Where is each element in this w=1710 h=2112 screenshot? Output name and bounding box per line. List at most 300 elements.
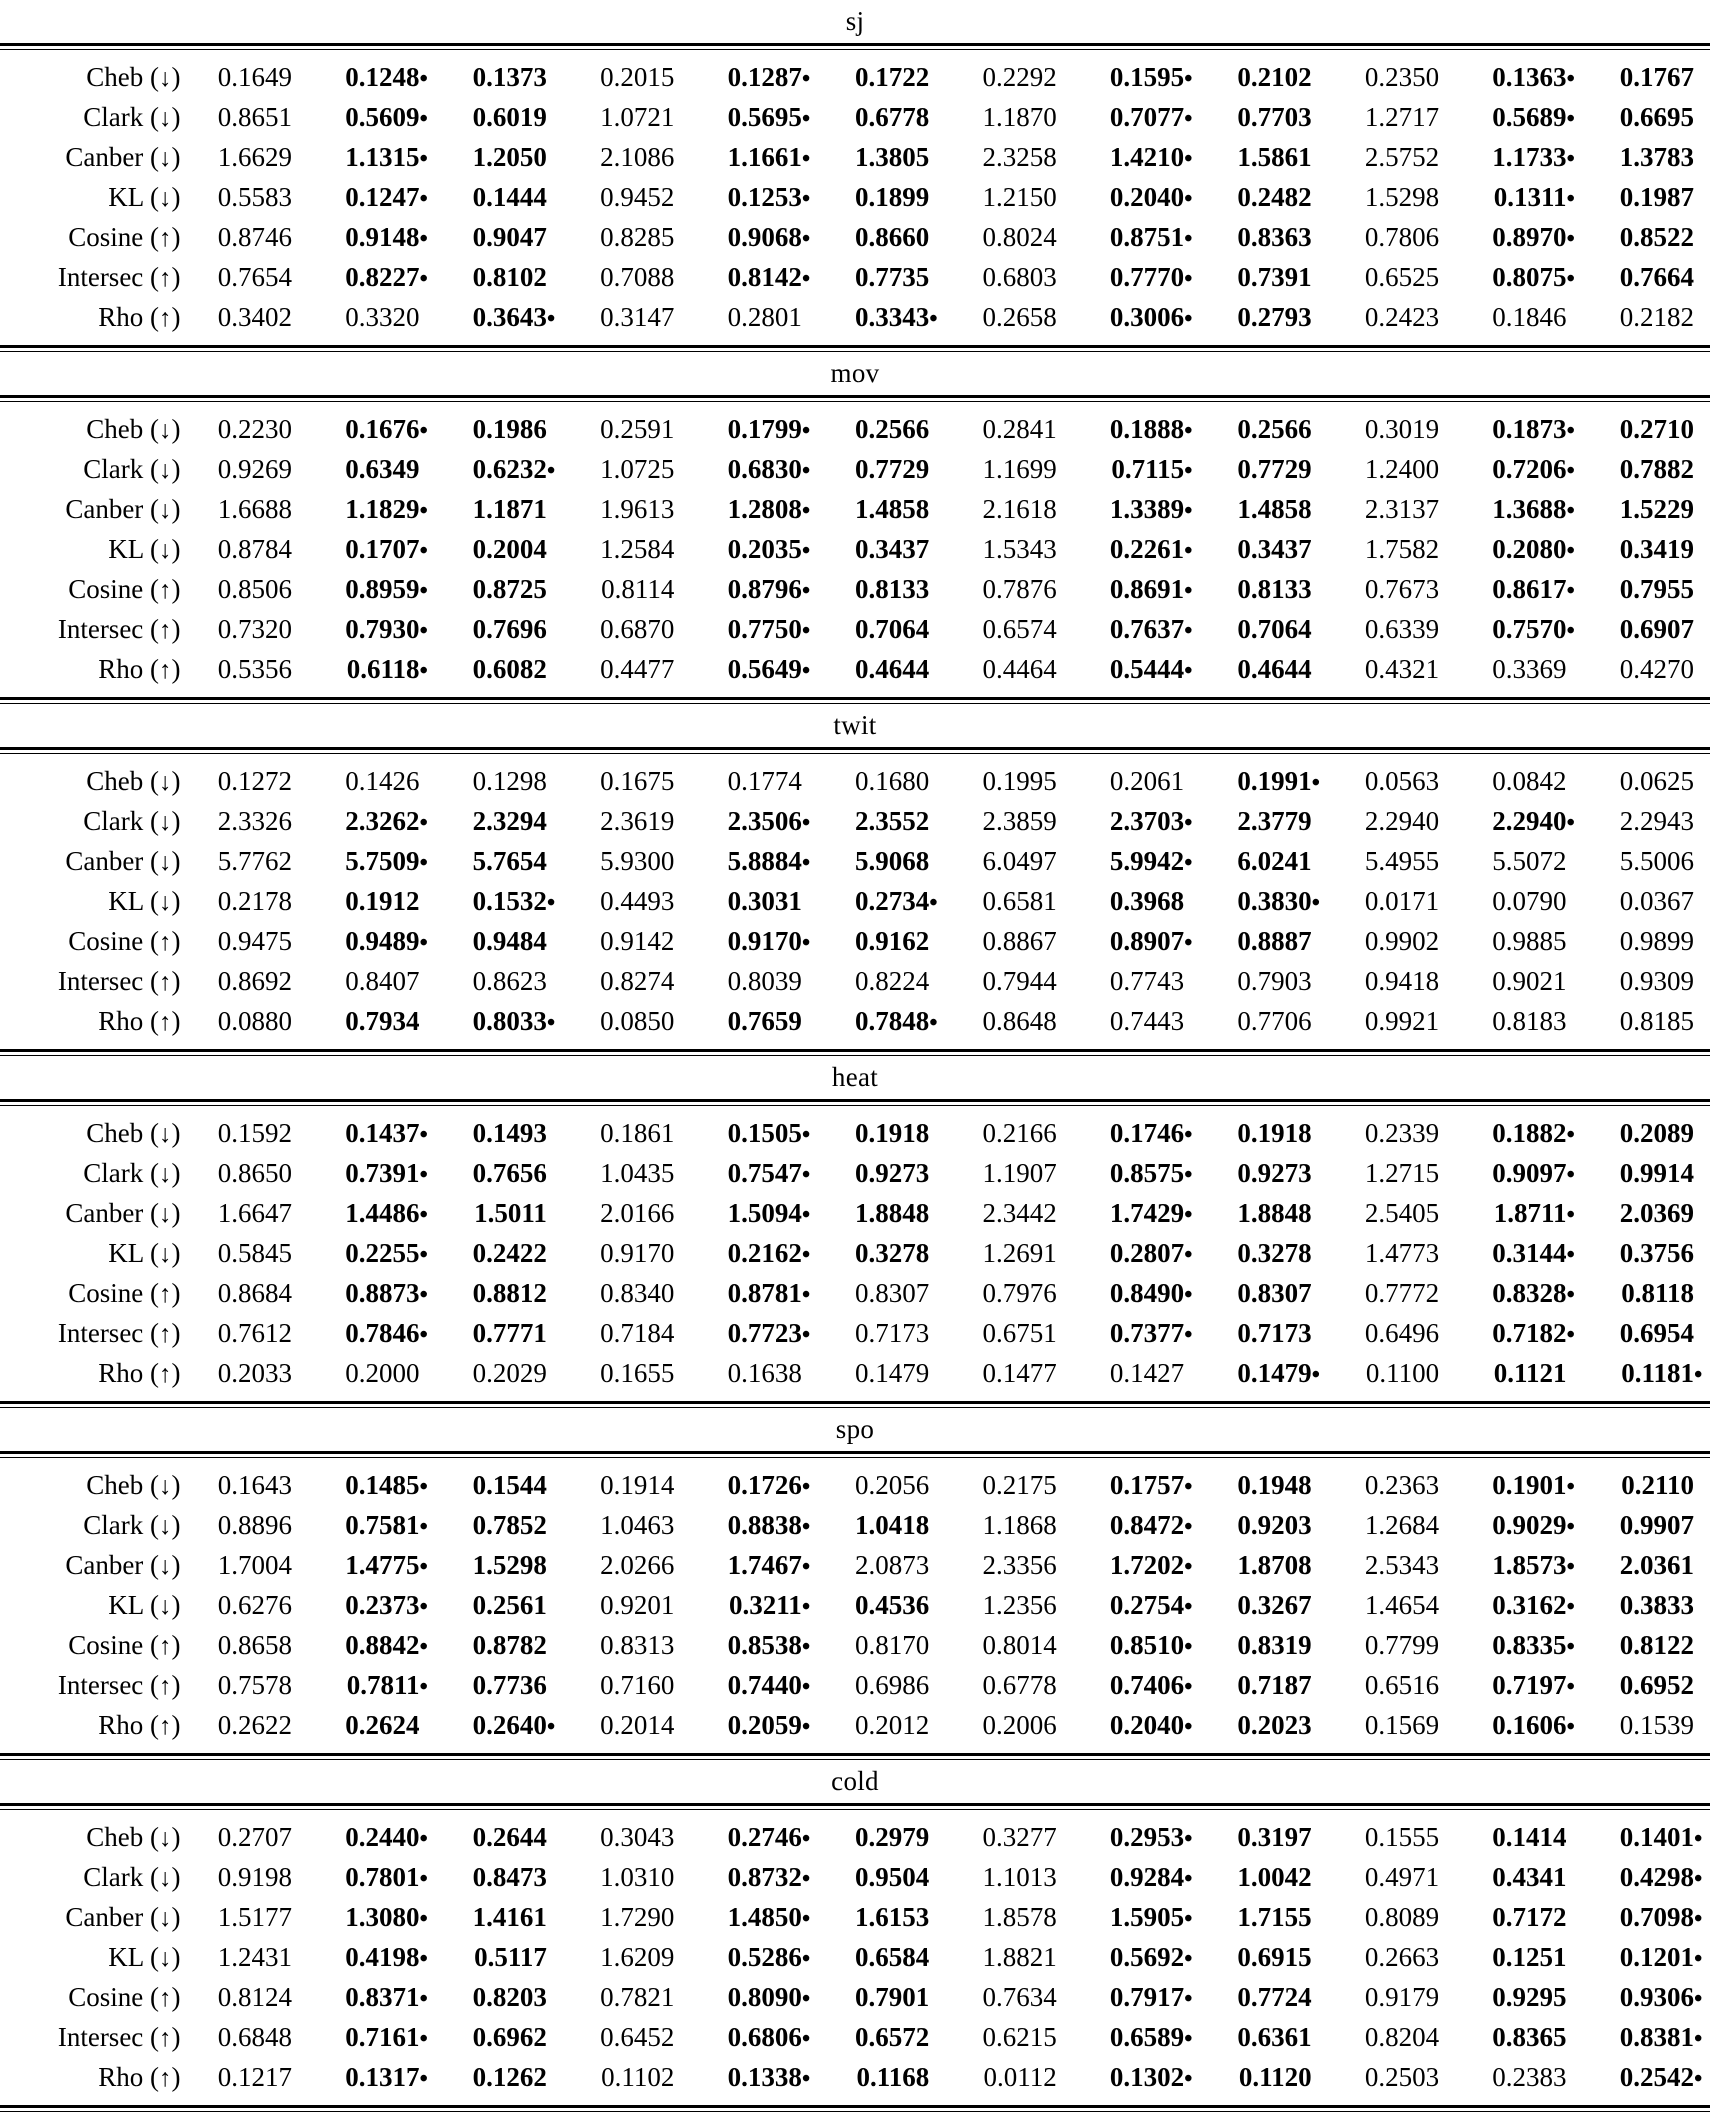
value-cell — [563, 1666, 690, 1706]
value-text: 0.7729 — [855, 454, 930, 484]
value-text: 0.9418 — [1364, 966, 1440, 996]
value-cell — [181, 1586, 308, 1626]
value-cell — [818, 1274, 945, 1314]
value-text: 1.5905 — [1109, 1902, 1185, 1932]
value-cell — [563, 2018, 690, 2058]
best-result-bullet-icon: • — [1184, 930, 1193, 956]
value-text: 0.4493 — [600, 886, 675, 916]
value-cell — [690, 1818, 817, 1858]
value-cell — [945, 258, 1072, 298]
best-result-bullet-icon: • — [419, 106, 428, 132]
best-result-bullet-icon: • — [1566, 1514, 1575, 1540]
best-result-bullet-icon: • — [1184, 306, 1193, 332]
value-cell — [1583, 258, 1710, 298]
value-text: 0.9902 — [1364, 926, 1440, 956]
value-cell — [181, 1154, 308, 1194]
value-text: 0.6516 — [1364, 1670, 1440, 1700]
value-cell — [1073, 1706, 1200, 1746]
value-cell — [1073, 1154, 1200, 1194]
best-result-bullet-icon: • — [1311, 770, 1321, 796]
value-text: 0.0171 — [1364, 886, 1440, 916]
value-text: 0.7703 — [1237, 102, 1312, 132]
value-text: 1.1699 — [982, 454, 1057, 484]
metric-direction-arrow-icon: ↑ — [159, 577, 172, 604]
table-row — [0, 882, 1710, 922]
value-text: 0.0790 — [1492, 886, 1567, 916]
value-cell — [1200, 490, 1327, 530]
value-text: 0.4198 — [345, 1942, 420, 1972]
value-cell — [690, 650, 817, 690]
best-result-bullet-icon: • — [801, 578, 811, 604]
table-row — [0, 1666, 1710, 1706]
value-text: 0.6986 — [855, 1670, 930, 1700]
value-cell — [308, 138, 435, 178]
value-text: 0.2023 — [1237, 1710, 1312, 1740]
best-result-bullet-icon: • — [419, 266, 428, 292]
value-text: 0.7846 — [345, 1318, 420, 1348]
value-text: 1.4654 — [1364, 1590, 1440, 1620]
metric-label: Intersec (↑) — [57, 2022, 181, 2052]
value-cell — [1583, 98, 1710, 138]
value-text: 1.8711 — [1493, 1198, 1567, 1228]
value-cell — [945, 570, 1072, 610]
value-text: 0.1901 — [1492, 1470, 1567, 1500]
value-text: 2.3326 — [217, 806, 292, 836]
value-text: 0.9203 — [1237, 1510, 1312, 1540]
value-text: 0.7206 — [1492, 454, 1567, 484]
value-text: 0.7391 — [345, 1158, 420, 1188]
value-cell — [1200, 922, 1327, 962]
value-cell — [818, 1706, 945, 1746]
value-text: 0.1201 — [1619, 1942, 1694, 1972]
value-text: 0.6452 — [600, 2022, 675, 2052]
value-cell — [1583, 1546, 1710, 1586]
table-row — [0, 98, 1710, 138]
best-result-bullet-icon: • — [1184, 226, 1193, 252]
value-cell — [1328, 1274, 1455, 1314]
value-cell — [1200, 1546, 1327, 1586]
value-text: 1.1907 — [982, 1158, 1057, 1188]
value-cell — [818, 1586, 945, 1626]
value-cell — [945, 1978, 1072, 2018]
best-result-bullet-icon: • — [419, 146, 428, 172]
value-text: 1.1870 — [982, 102, 1057, 132]
table-row — [0, 1898, 1710, 1938]
value-cell — [1455, 258, 1582, 298]
value-text: 0.0563 — [1364, 766, 1440, 796]
value-cell — [818, 882, 945, 922]
value-text: 0.9273 — [855, 1158, 930, 1188]
value-text: 0.3756 — [1619, 1238, 1694, 1268]
value-text: 0.7811 — [346, 1670, 420, 1700]
value-text: 0.8812 — [472, 1278, 547, 1308]
metric-name: Cosine — [68, 1982, 144, 2012]
value-text: 0.2080 — [1492, 534, 1567, 564]
best-result-bullet-icon: • — [801, 66, 811, 92]
best-result-bullet-icon: • — [1184, 1714, 1193, 1740]
value-text: 0.1302 — [1109, 2062, 1185, 2092]
value-cell — [435, 1466, 562, 1506]
value-text: 0.5117 — [474, 1942, 547, 1972]
value-cell — [1583, 1858, 1710, 1898]
value-text: 0.2230 — [217, 414, 292, 444]
value-cell — [181, 1978, 308, 2018]
value-cell — [308, 1978, 435, 2018]
value-cell — [1200, 610, 1327, 650]
value-cell — [181, 1506, 308, 1546]
value-cell — [1455, 1626, 1582, 1666]
value-cell — [818, 1234, 945, 1274]
value-cell — [563, 1354, 690, 1394]
value-cell — [690, 178, 817, 218]
best-result-bullet-icon: • — [801, 1282, 811, 1308]
table-row — [0, 610, 1710, 650]
value-text: 0.8746 — [217, 222, 292, 252]
metric-direction-arrow-icon: ↑ — [159, 225, 172, 252]
value-text: 0.2004 — [472, 534, 547, 564]
value-text: 2.0873 — [855, 1550, 930, 1580]
value-cell — [1073, 1546, 1200, 1586]
value-text: 0.1680 — [855, 766, 930, 796]
value-cell — [1455, 1706, 1582, 1746]
value-text: 0.5692 — [1109, 1942, 1185, 1972]
value-text: 0.2801 — [727, 302, 802, 332]
value-text: 0.8118 — [1621, 1278, 1694, 1308]
metric-name: Intersec — [57, 966, 144, 996]
value-text: 1.2717 — [1364, 102, 1440, 132]
value-cell — [818, 98, 945, 138]
value-text: 2.2943 — [1619, 806, 1694, 836]
value-text: 0.3343 — [855, 302, 930, 332]
metric-label: Clark (↓) — [83, 1510, 181, 1540]
value-cell — [818, 650, 945, 690]
metric-direction-arrow-icon: ↓ — [159, 1161, 172, 1188]
value-cell — [181, 1546, 308, 1586]
spacer — [0, 1746, 1710, 1753]
value-text: 0.8651 — [217, 102, 292, 132]
value-cell — [1073, 1818, 1200, 1858]
value-text: 0.8725 — [472, 574, 547, 604]
value-cell — [563, 1818, 690, 1858]
best-result-bullet-icon: • — [1184, 1866, 1193, 1892]
value-cell — [181, 1666, 308, 1706]
value-cell — [1073, 1194, 1200, 1234]
value-text: 1.6209 — [600, 1942, 675, 1972]
value-text: 2.3262 — [345, 806, 420, 836]
value-text: 0.7581 — [345, 1510, 420, 1540]
metric-name: KL — [108, 534, 144, 564]
value-cell — [1328, 650, 1455, 690]
value-cell — [945, 962, 1072, 1002]
value-text: 0.8124 — [217, 1982, 292, 2012]
value-text: 0.3830 — [1237, 886, 1312, 916]
value-text: 5.9942 — [1109, 846, 1185, 876]
value-cell — [1073, 1506, 1200, 1546]
value-text: 0.1757 — [1109, 1470, 1185, 1500]
value-cell — [945, 1666, 1072, 1706]
value-cell — [563, 490, 690, 530]
value-cell — [690, 218, 817, 258]
header-rule — [0, 43, 1710, 50]
value-cell — [181, 178, 308, 218]
value-text: 0.1986 — [472, 414, 547, 444]
value-cell — [945, 802, 1072, 842]
value-text: 0.1555 — [1364, 1822, 1440, 1852]
value-text: 0.1655 — [600, 1358, 675, 1388]
value-cell — [1455, 530, 1582, 570]
value-cell — [1328, 258, 1455, 298]
metric-label: Intersec (↑) — [57, 614, 181, 644]
value-text: 0.8075 — [1492, 262, 1567, 292]
best-result-bullet-icon: • — [1566, 1122, 1575, 1148]
best-result-bullet-icon: • — [801, 1634, 811, 1660]
value-cell — [563, 1114, 690, 1154]
best-result-bullet-icon: • — [1566, 458, 1575, 484]
value-cell — [435, 1546, 562, 1586]
metric-name: Cosine — [68, 1630, 144, 1660]
metric-direction-arrow-icon: ↑ — [159, 657, 172, 684]
value-cell — [308, 1818, 435, 1858]
best-result-bullet-icon: • — [1694, 1986, 1703, 2012]
table-row — [0, 1858, 1710, 1898]
spacer — [0, 690, 1710, 697]
value-text: 0.4464 — [982, 654, 1057, 684]
value-cell — [1073, 1466, 1200, 1506]
value-text: 0.2482 — [1237, 182, 1312, 212]
value-cell — [690, 1234, 817, 1274]
best-result-bullet-icon: • — [1184, 458, 1193, 484]
value-text: 0.8307 — [1237, 1278, 1312, 1308]
value-text: 0.2178 — [217, 886, 292, 916]
value-text: 1.8573 — [1492, 1550, 1567, 1580]
value-cell — [1583, 1154, 1710, 1194]
value-text: 0.2644 — [472, 1822, 547, 1852]
value-cell — [690, 1666, 817, 1706]
value-text: 1.1829 — [345, 494, 420, 524]
value-cell — [1455, 570, 1582, 610]
value-cell — [1455, 2018, 1582, 2058]
best-result-bullet-icon: • — [419, 1986, 428, 2012]
value-text: 0.7799 — [1364, 1630, 1440, 1660]
value-text: 0.3402 — [217, 302, 292, 332]
value-cell — [1328, 2018, 1455, 2058]
value-text: 0.1247 — [345, 182, 420, 212]
value-text: 1.3805 — [855, 142, 930, 172]
value-text: 2.2940 — [1492, 806, 1567, 836]
best-result-bullet-icon: • — [801, 1674, 811, 1700]
value-text: 0.8335 — [1492, 1630, 1567, 1660]
value-text: 0.1505 — [727, 1118, 802, 1148]
value-text: 0.7197 — [1492, 1670, 1567, 1700]
metric-label: Cheb (↓) — [86, 1470, 181, 1500]
best-result-bullet-icon: • — [419, 930, 428, 956]
value-text: 0.6806 — [727, 2022, 802, 2052]
value-cell — [1200, 802, 1327, 842]
value-cell — [1583, 1234, 1710, 1274]
value-cell — [181, 842, 308, 882]
value-text: 2.3356 — [982, 1550, 1057, 1580]
value-text: 0.2754 — [1109, 1590, 1185, 1620]
best-result-bullet-icon: • — [1566, 266, 1575, 292]
value-cell — [181, 98, 308, 138]
value-cell — [1455, 58, 1582, 98]
value-text: 0.7187 — [1237, 1670, 1312, 1700]
value-text: 0.2640 — [472, 1710, 547, 1740]
metric-name: Cosine — [68, 222, 144, 252]
value-text: 0.9452 — [600, 182, 675, 212]
value-text: 0.6915 — [1237, 1942, 1312, 1972]
value-text: 0.1595 — [1109, 62, 1185, 92]
best-result-bullet-icon: • — [1566, 1674, 1575, 1700]
value-text: 1.4486 — [345, 1198, 420, 1228]
value-text: 0.2423 — [1364, 302, 1440, 332]
value-cell — [1073, 1002, 1200, 1042]
value-cell — [435, 1506, 562, 1546]
value-text: 0.1767 — [1619, 62, 1694, 92]
value-cell — [1583, 490, 1710, 530]
value-text: 0.1437 — [345, 1118, 420, 1148]
value-text: 1.4161 — [472, 1902, 547, 1932]
value-text: 0.2542 — [1619, 2062, 1694, 2092]
metric-name: Cheb — [86, 414, 144, 444]
section-rule — [0, 1753, 1710, 1760]
value-text: 2.1086 — [600, 142, 675, 172]
value-cell — [435, 98, 562, 138]
value-text: 2.5343 — [1364, 1550, 1440, 1580]
value-cell — [818, 1626, 945, 1666]
value-text: 0.7930 — [345, 614, 420, 644]
value-cell — [818, 570, 945, 610]
value-text: 0.6778 — [982, 1670, 1057, 1700]
table-row — [0, 1506, 1710, 1546]
value-cell — [818, 1506, 945, 1546]
value-text: 0.7570 — [1492, 614, 1567, 644]
value-cell — [1455, 1154, 1582, 1194]
value-text: 0.8089 — [1364, 1902, 1440, 1932]
value-text: 0.7443 — [1109, 1006, 1185, 1036]
metric-label: Canber (↓) — [65, 1550, 181, 1580]
value-text: 0.8102 — [472, 262, 547, 292]
best-result-bullet-icon: • — [419, 418, 428, 444]
value-cell — [435, 1978, 562, 2018]
value-text: 1.1013 — [982, 1862, 1057, 1892]
value-cell — [308, 410, 435, 450]
value-text: 0.3643 — [472, 302, 547, 332]
value-text: 0.8170 — [855, 1630, 930, 1660]
value-text: 0.9899 — [1619, 926, 1694, 956]
value-cell — [1455, 882, 1582, 922]
best-result-bullet-icon: • — [801, 618, 811, 644]
value-text: 0.7634 — [982, 1982, 1057, 2012]
value-cell — [690, 922, 817, 962]
value-cell — [1455, 1002, 1582, 1042]
table-row — [0, 178, 1710, 218]
value-text: 2.0369 — [1619, 1198, 1694, 1228]
value-text: 0.6803 — [982, 262, 1057, 292]
best-result-bullet-icon: • — [929, 890, 938, 916]
value-text: 0.3147 — [600, 302, 675, 332]
best-result-bullet-icon: • — [1184, 2026, 1193, 2052]
table-row — [0, 1234, 1710, 1274]
metric-label: Intersec (↑) — [57, 1670, 181, 1700]
dataset-label: cold — [831, 1766, 879, 1796]
value-text: 1.0435 — [600, 1158, 675, 1188]
value-cell — [181, 2058, 308, 2098]
best-result-bullet-icon: • — [1184, 1946, 1193, 1972]
metric-name: Cheb — [86, 62, 144, 92]
dataset-label: sj — [845, 6, 865, 36]
spacer — [0, 1106, 1710, 1114]
value-text: 0.8684 — [217, 1278, 292, 1308]
value-cell — [690, 762, 817, 802]
metric-direction-arrow-icon: ↓ — [159, 769, 172, 796]
value-cell — [1583, 178, 1710, 218]
value-cell — [181, 962, 308, 1002]
value-text: 0.9179 — [1364, 1982, 1440, 2012]
value-cell — [690, 490, 817, 530]
value-text: 1.8848 — [1237, 1198, 1312, 1228]
value-cell — [181, 882, 308, 922]
value-cell — [945, 58, 1072, 98]
best-result-bullet-icon: • — [419, 1554, 428, 1580]
value-cell — [308, 1706, 435, 1746]
metric-direction-arrow-icon: ↓ — [159, 1121, 172, 1148]
value-text: 0.7664 — [1619, 262, 1694, 292]
value-text: 1.1315 — [345, 142, 420, 172]
value-cell — [818, 58, 945, 98]
value-text: 0.7172 — [1492, 1902, 1567, 1932]
value-cell — [1200, 58, 1327, 98]
value-cell — [1583, 1666, 1710, 1706]
best-result-bullet-icon: • — [1694, 2066, 1703, 2092]
value-text: 0.7115 — [1111, 454, 1185, 484]
metric-label: Canber (↓) — [65, 1198, 181, 1228]
best-result-bullet-icon: • — [419, 186, 428, 212]
value-cell — [1328, 762, 1455, 802]
value-text: 0.2006 — [982, 1710, 1057, 1740]
value-cell — [818, 530, 945, 570]
value-cell — [1328, 1194, 1455, 1234]
value-cell — [563, 962, 690, 1002]
best-result-bullet-icon: • — [801, 2066, 811, 2092]
value-text: 0.9170 — [600, 1238, 675, 1268]
value-text: 0.7673 — [1364, 574, 1440, 604]
value-cell — [1073, 530, 1200, 570]
value-text: 1.5298 — [1364, 182, 1440, 212]
value-text: 0.8142 — [727, 262, 802, 292]
value-text: 0.6695 — [1619, 102, 1694, 132]
value-text: 2.2940 — [1364, 806, 1440, 836]
value-cell — [181, 298, 308, 338]
best-result-bullet-icon: • — [1184, 498, 1193, 524]
value-text: 0.7064 — [1237, 614, 1312, 644]
value-cell — [1583, 1274, 1710, 1314]
value-text: 0.6589 — [1109, 2022, 1185, 2052]
value-text: 0.2624 — [345, 1710, 420, 1740]
value-cell — [181, 922, 308, 962]
value-cell — [435, 570, 562, 610]
value-text: 0.0625 — [1619, 766, 1694, 796]
value-cell — [435, 1938, 562, 1978]
value-cell — [690, 298, 817, 338]
value-text: 0.7088 — [600, 262, 675, 292]
value-cell — [945, 1194, 1072, 1234]
table-row — [0, 490, 1710, 530]
value-text: 0.2591 — [600, 414, 675, 444]
best-result-bullet-icon: • — [1694, 1946, 1703, 1972]
value-cell — [945, 922, 1072, 962]
value-cell — [563, 762, 690, 802]
